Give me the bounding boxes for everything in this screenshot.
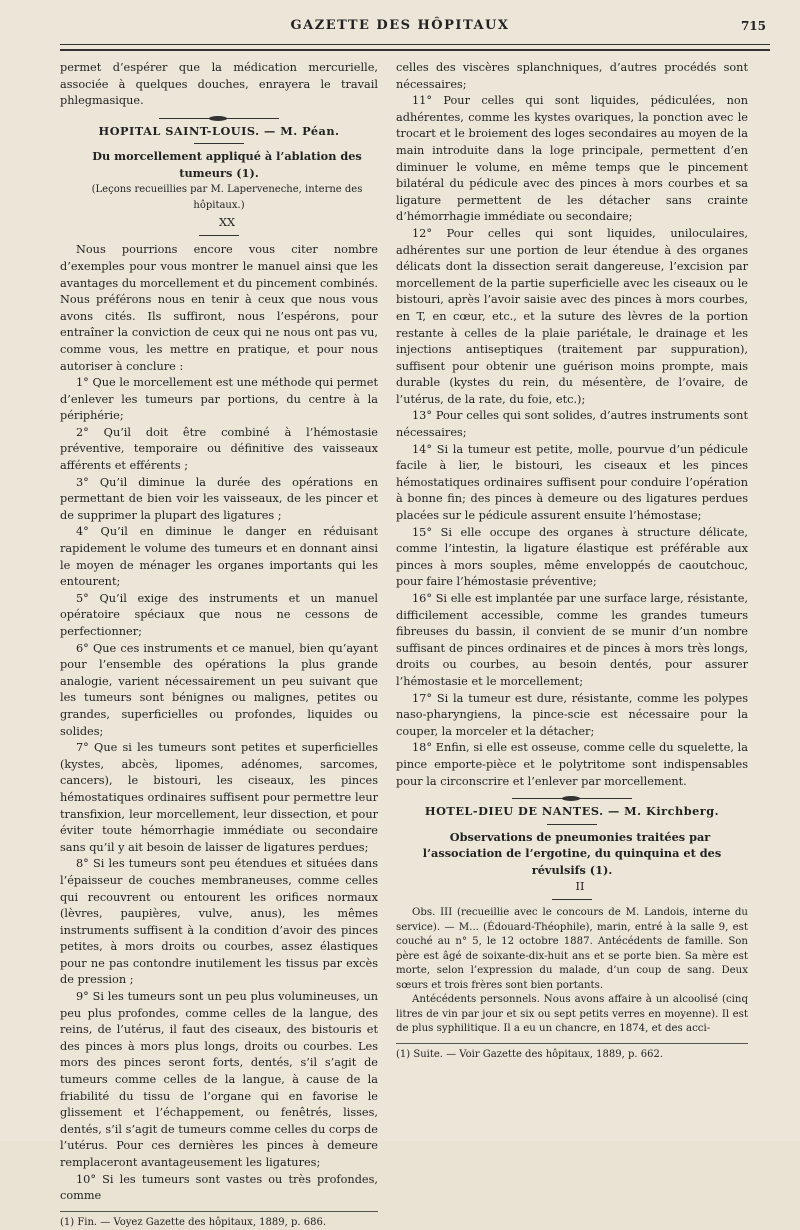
paragraph: permet d’espérer que la médication mercurielle, associée à quelques douches, enrayera le travail phlegmasique. [60, 61, 378, 108]
left-column [60, 60, 378, 1230]
paragraph: 15° Si elle occupe des organes à structure délicate, comme l’intestin, la ligature élastique est préférable aux pinces à mors souples, même enveloppés de caoutchouc, pour faire l’hémostasie préventive; [396, 525, 748, 589]
divider [199, 235, 239, 236]
footnote: (1) Fin. — Voyez Gazette des hôpitaux, 1889, p. 686. [60, 1216, 327, 1228]
paragraph: 16° Si elle est implantée par une surface large, résistante, difficilement accessible, comme les grandes tumeurs fibreuses du bassin, il convient de se munir d’un nombre suffisant de pinces ordinaires et de pinces à mors très longs, droits ou courbes, au besoin dentés, pour assurer l’hémostasie et le morcellement; [396, 592, 748, 688]
paragraph: 4° Qu’il en diminue le danger en réduisant rapidement le volume des tumeurs et en donnant ainsi le moyen de ménager les organes importants qui les entourent; [60, 525, 378, 589]
paragraph: 9° Si les tumeurs sont un peu plus volumineuses, un peu plus profondes, comme celles de la langue, des reins, de l’utérus, il faut des ciseaux, des bistouris et des pinces à mors plus longs, droits ou courbes. Les mors des pinces seront forts, dentés, s’il s’agit de tumeurs comme celles de la langue, à cause de la friabilité du tissu de l’organe qui en favorise le glissement et l’échappement, ou fenêtrés, lisses, dentés, s’il s’agit de tumeurs comme celles du corps de l’utérus. Pour ces dernières les pinces à demeure remplaceront avantageusement les ligatures; [60, 990, 378, 1169]
section-separator [512, 798, 632, 799]
paragraph: 12° Pour celles qui sont liquides, uniloculaires, adhérentes sur une portion de leur étendue à des organes délicats dont la dissection serait dangereuse, l’excision par morcellement de la partie superficielle avec les ciseaux ou le bistouri, après l’avoir saisie avec des pinces à mors courbes, en T, en cœur, etc., et la suture des lèvres de la portion restante à celles de la plaie pariétale, le drainage et les injections antiseptiques (traitement par suppuration), suffisent pour obtenir une guérison moins prompte, mais durable (kystes du rein, du mésentère, de l’ovaire, de l’utérus, de la rate, du foie, etc.); [396, 226, 748, 406]
paragraph: 18° Enfin, si elle est osseuse, comme celle du squelette, la pince emporte-pièce et le polytritome sont indispensables pour la circonscrire et l’enlever par morcellement. [396, 741, 748, 788]
section-separator [159, 118, 279, 119]
paragraph: celles des viscères splanchniques, d’autres procédés sont nécessaires; [396, 61, 748, 91]
paragraph: 7° Que si les tumeurs sont petites et superficielles (kystes, abcès, lipomes, adénomes, sarcomes, cancers), le bistouri, les ciseaux, les pinces hémostatiques ordinaires suffisent pour permettre leur transfixion, leur morcellement, leur dissection, et pour éviter toute hémorrhagie immédiate ou secondaire sans qu’il y ait besoin de laisser de ligatures perdues; [60, 741, 378, 854]
paragraph: 14° Si la tumeur est petite, molle, pourvue d’un pédicule facile à lier, le bistouri, les ciseaux et les pinces hémostatiques ordinaires suffisent pour conduire l’opération à bonne fin; des pinces à demeure ou des ligatures perdues placées sur le pédicule assurent ensuite l’hémostase; [396, 442, 748, 523]
footnote-rule [60, 1211, 378, 1212]
footnote-rule [396, 1043, 748, 1044]
paragraph: 6° Que ces instruments et ce manuel, bien qu’ayant pour l’ensemble des opérations la plus grande analogie, varient nécessairement un peu suivant que les tumeurs sont bénignes ou malignes, petites ou grandes, superficielles ou profondes, liquides ou solides; [60, 641, 378, 738]
divider [552, 899, 592, 900]
page-header [0, 18, 800, 42]
paragraph: 10° Si les tumeurs sont vastes ou très profondes, comme [60, 1172, 378, 1203]
observation-paragraph: Antécédents personnels. Nous avons affaire à un alcoolisé (cinq litres de vin par jour et six ou sept petits verres en moyenne). Il est de plus syphilitique. Il a eu un chancre, en 1874, et des acci- [396, 994, 748, 1035]
article-subtitle: (Leçons recueillies par M. Laperveneche, interne des hôpitaux.) [91, 183, 363, 212]
divider [547, 824, 597, 825]
section-number: II [575, 879, 585, 893]
header-rule [60, 44, 770, 45]
paragraph: 2° Qu’il doit être combiné à l’hémostasie préventive, temporaire ou définitive des vaisseaux afférents et efférents ; [60, 425, 378, 473]
hospital-heading: HOPITAL SAINT-LOUIS. — M. Péan. [98, 123, 340, 138]
paragraph: 1° Que le morcellement est une méthode qui permet d’enlever les tumeurs par portions, du centre à la périphérie; [60, 376, 378, 423]
observation-paragraph: Obs. III (recueillie avec le concours de M. Landois, interne du service). — M... (Édouard-Théophile), marin, entré à la salle 9, est couché au n° 5, le 12 octobre 1887. Antécédents de famille. Son père est âgé de soixante-dix-huit ans et se porte bien. Sa mère est morte, selon l’expression du malade, d’un coup de sang. Deux sœurs et trois frères sont bien portants. [396, 907, 748, 991]
paragraph: 3° Qu’il diminue la durée des opérations en permettant de bien voir les vaisseaux, de les pincer et de supprimer la plupart des ligatures ; [60, 475, 378, 522]
section-number: XX [218, 215, 236, 229]
paragraph: 13° Pour celles qui sont solides, d’autres instruments sont nécessaires; [396, 409, 748, 440]
divider [194, 143, 244, 144]
hospital-heading: HOTEL-DIEU DE NANTES. — M. Kirchberg. [424, 804, 720, 819]
paragraph: 11° Pour celles qui sont liquides, pédiculées, non adhérentes, comme les kystes ovariques, la ponction avec le trocart et le broiement des loges secondaires au moyen de la main introduite dans la loge principale, permettent d’en diminuer le volume, en même temps que le pincement bilatéral du pédicule avec des pinces à mors courbes et sa ligature permettent de les détacher sans crainte d’hémorrhagie immédiate ou secondaire; [396, 94, 748, 224]
right-column [396, 60, 748, 1062]
paragraph: 5° Qu’il exige des instruments et un manuel opératoire spéciaux que nous ne cessons de perfectionner; [60, 591, 378, 638]
paragraph: Nous pourrions encore vous citer nombre d’exemples pour vous montrer le manuel ainsi que les avantages du morcellement et du pincement combinés. Nous préférons nous en tenir à ceux que nous vous avons cités. Ils suffiront, nous l’espérons, pour entraîner la conviction de ceux qui ne nous ont pas vu, comme vous, les mettre en pratique, et pour nous autoriser à conclure : [60, 243, 378, 373]
running-title: GAZETTE DES HÔPITAUX [290, 18, 510, 33]
footnote: (1) Suite. — Voir Gazette des hôpitaux, 1889, p. 662. [396, 1048, 663, 1060]
header-rule-thick [60, 49, 770, 51]
page-number: 715 [740, 19, 766, 33]
article-title: Observations de pneumonies traitées par l’association de l’ergotine, du quinquina et des révulsifs (1). [422, 829, 722, 877]
paragraph: 17° Si la tumeur est dure, résistante, comme les polypes naso-pharyngiens, la pince-scie est nécessaire pour la couper, la morceler et la détacher; [396, 691, 748, 738]
paragraph: 8° Si les tumeurs sont peu étendues et situées dans l’épaisseur de couches membraneuses, comme celles qui recouvrent ou entourent les orifices normaux (lèvres, paupières, vulve, anus), les mêmes instruments suffisent à la condition d’avoir des pinces petites, à mors droits ou courbes, assez élastiques pour ne pas contondre inutilement les tissus par excès de pression ; [60, 857, 378, 987]
article-title: Du morcellement appliqué à l’ablation des tumeurs (1). [92, 149, 362, 180]
